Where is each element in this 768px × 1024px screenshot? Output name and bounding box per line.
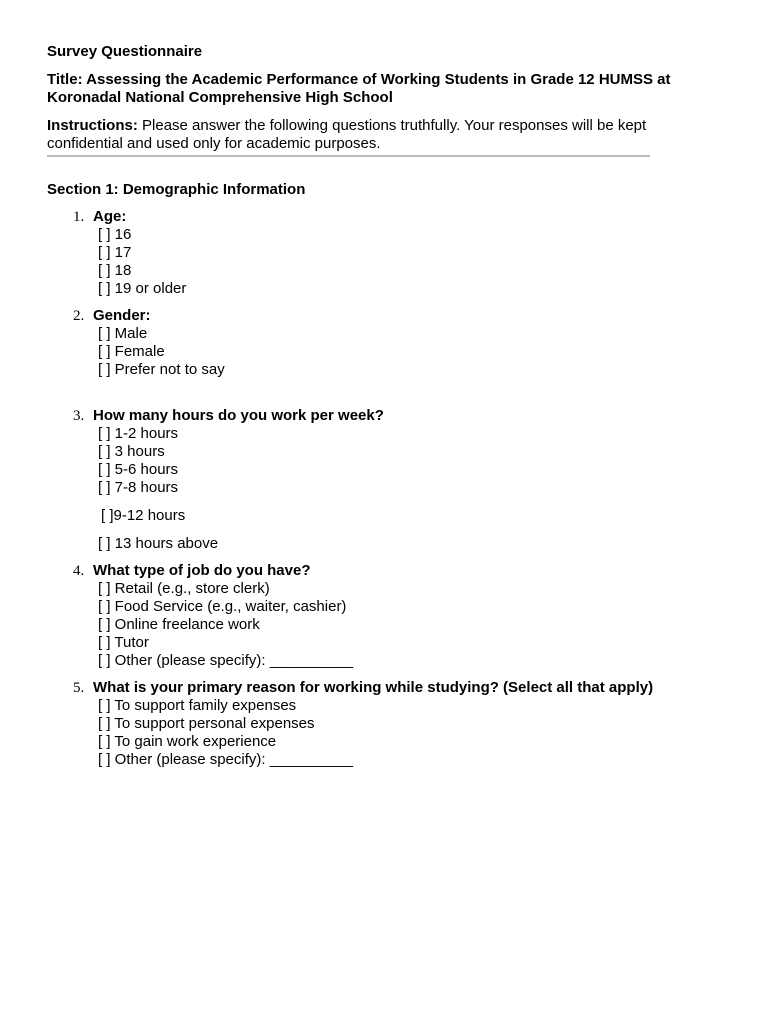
option-item[interactable]: [ ] 13 hours above xyxy=(98,535,219,552)
option-item[interactable]: [ ] 17 xyxy=(98,244,132,261)
option-item[interactable]: [ ] 7-8 hours xyxy=(98,479,179,496)
option-item[interactable]: [ ] 19 or older xyxy=(98,280,187,297)
question-list xyxy=(47,208,727,769)
instructions xyxy=(47,117,687,153)
option-item[interactable]: [ ]9-12 hours xyxy=(101,507,186,524)
instructions-text: Please answer the following questions truthfully. Your responses will be kept confidential and used only for academic purposes. xyxy=(47,117,647,152)
question-gender xyxy=(47,307,727,379)
option-item[interactable]: [ ] 18 xyxy=(98,262,132,279)
option-item[interactable]: [ ] Food Service (e.g., waiter, cashier) xyxy=(98,598,347,615)
section-title: Section 1: Demographic Information xyxy=(47,181,306,198)
question-age xyxy=(47,208,727,298)
document-page xyxy=(47,43,727,769)
question-number: 5. xyxy=(73,680,85,696)
horizontal-rule xyxy=(47,155,650,157)
option-item[interactable]: [ ] To support family expenses xyxy=(98,697,297,714)
document-title: Title: Assessing the Academic Performance of Working Students in Grade 12 HUMSS at Koronadal National Comprehensive High School xyxy=(47,71,671,106)
question-text: Age: xyxy=(93,208,127,225)
option-item[interactable]: [ ] 3 hours xyxy=(98,443,165,460)
question-number: 2. xyxy=(73,308,85,324)
question-work-reason xyxy=(47,679,727,769)
option-item[interactable]: [ ] Online freelance work xyxy=(98,616,260,633)
document-label: Survey Questionnaire xyxy=(47,43,203,60)
question-text: How many hours do you work per week? xyxy=(93,407,384,424)
question-number: 3. xyxy=(73,408,85,424)
question-job-type xyxy=(47,562,727,670)
option-item[interactable]: [ ] Prefer not to say xyxy=(98,361,225,378)
question-text: What is your primary reason for working while studying? (Select all that apply) xyxy=(93,679,654,696)
option-item[interactable]: [ ] Tutor xyxy=(98,634,149,651)
instructions-label: Instructions: xyxy=(47,117,138,134)
option-item[interactable]: [ ] Other (please specify): __________ xyxy=(98,751,354,768)
option-item[interactable]: [ ] 1-2 hours xyxy=(98,425,179,442)
question-text: Gender: xyxy=(93,307,151,324)
option-item[interactable]: [ ] Retail (e.g., store clerk) xyxy=(98,580,270,597)
option-item[interactable]: [ ] 16 xyxy=(98,226,132,243)
option-item[interactable]: [ ] Male xyxy=(98,325,148,342)
question-text: What type of job do you have? xyxy=(93,562,311,579)
option-item[interactable]: [ ] 5-6 hours xyxy=(98,461,179,478)
question-number: 1. xyxy=(73,209,85,225)
question-work-hours xyxy=(47,407,727,553)
option-item[interactable]: [ ] To gain work experience xyxy=(98,733,277,750)
question-number: 4. xyxy=(73,563,85,579)
option-item[interactable]: [ ] To support personal expenses xyxy=(98,715,315,732)
option-item[interactable]: [ ] Other (please specify): __________ xyxy=(98,652,354,669)
option-item[interactable]: [ ] Female xyxy=(98,343,165,360)
